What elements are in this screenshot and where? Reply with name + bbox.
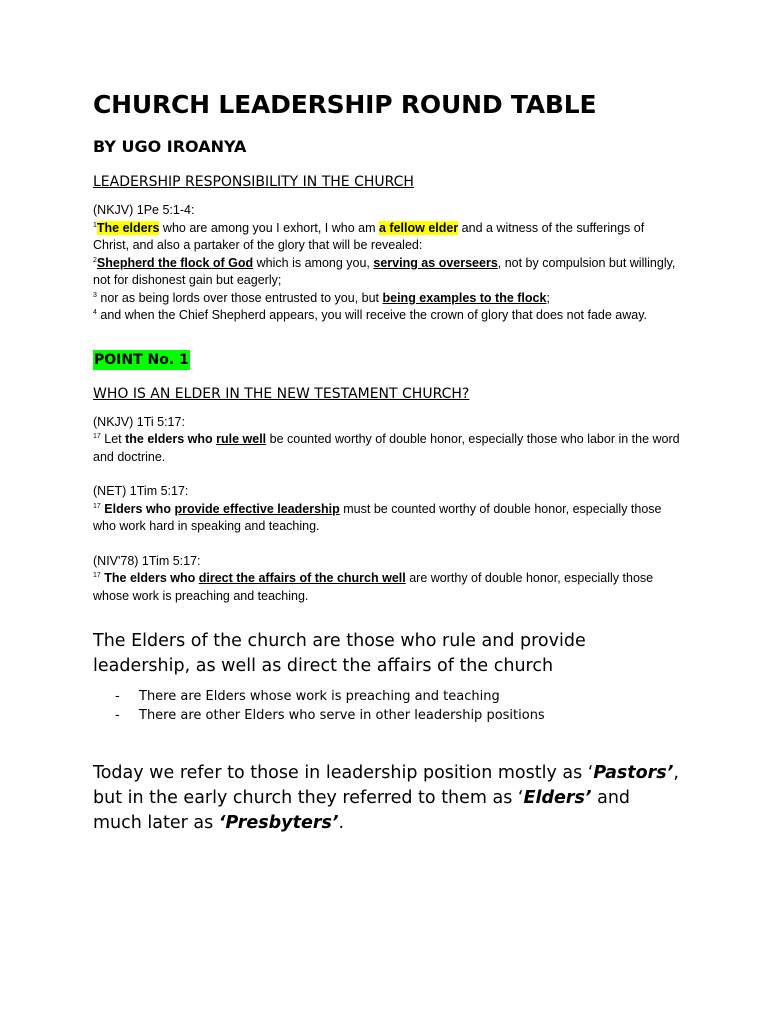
- emphasis-shepherd-flock: Shepherd the flock of God: [96, 255, 254, 270]
- section-heading-leadership: LEADERSHIP RESPONSIBILITY IN THE CHURCH: [93, 174, 414, 190]
- document-title: CHURCH LEADERSHIP ROUND TABLE: [93, 90, 597, 119]
- verse-text: which is among you,: [253, 255, 374, 270]
- highlight-the-elders: The elders: [96, 220, 160, 235]
- verse-1: [93, 220, 683, 255]
- highlight-fellow-elder: a fellow elder: [379, 220, 459, 235]
- verse-number: 17: [93, 432, 101, 440]
- verse-number: 1: [93, 221, 97, 229]
- emphasis-examples: being examples to the flock: [382, 290, 547, 305]
- emphasis-elders: the elders who: [125, 432, 217, 446]
- scripture-block-net: [93, 483, 683, 536]
- closing-paragraph: [93, 761, 683, 836]
- paragraph-text: and much later as: [93, 788, 631, 833]
- verse-number: 17: [93, 502, 101, 510]
- document-body: [93, 88, 683, 836]
- verse-text: , not by compulsion but willingly, not for dishonest gain but eagerly;: [93, 255, 676, 287]
- scripture-reference: (NKJV) 1Pe 5:1-4:: [93, 203, 195, 217]
- verse-text: and a witness of the sufferings of Christ, and also a partaker of the glory that will be revealed:: [93, 220, 645, 252]
- verse-text: Let: [100, 432, 126, 446]
- point-label: POINT No. 1: [94, 351, 189, 368]
- scripture-reference: (NIV'78) 1Tim 5:17:: [93, 553, 201, 568]
- verse-2: [93, 255, 683, 290]
- emphasis-direct-affairs: direct the affairs of the church well: [198, 571, 406, 585]
- scripture-block-1pe: [93, 202, 683, 325]
- verse-text: ;: [546, 290, 550, 305]
- scripture-block-nkjv: [93, 414, 683, 467]
- verse-17-niv: [93, 570, 683, 605]
- list-item: - There are other Elders who serve in other leadership positions: [93, 706, 683, 725]
- emphasis-elders: Elders who: [100, 501, 175, 516]
- paragraph-text: .: [338, 813, 345, 833]
- term-pastors: Pastors’: [593, 763, 674, 783]
- verse-text: nor as being lords over those entrusted to you, but: [96, 290, 383, 305]
- verse-3: [93, 290, 683, 308]
- list-item: - There are Elders whose work is preaching and teaching: [93, 687, 683, 706]
- paragraph-text: , but in the early church they referred to them as ‘: [93, 763, 679, 808]
- elders-statement: The Elders of the church are those who rule and provide leadership, as well as direct the affairs of the church: [93, 631, 586, 676]
- verse-4: [93, 307, 683, 325]
- term-presbyters: ‘Presbyters’: [218, 813, 339, 833]
- term-elders: Elders’: [523, 788, 592, 808]
- scripture-reference: (NET) 1Tim 5:17:: [93, 484, 189, 498]
- verse-text: are worthy of double honor, especially those whose work is preaching and teaching.: [93, 571, 654, 603]
- scripture-reference: (NKJV) 1Ti 5:17:: [93, 414, 185, 429]
- verse-number: 3: [93, 291, 97, 299]
- verse-17-nkjv: [93, 431, 683, 466]
- elders-list: [93, 687, 683, 725]
- verse-text: be counted worthy of double honor, especially those who labor in the word and doctrine.: [93, 432, 680, 464]
- verse-text: and when the Chief Shepherd appears, you will receive the crown of glory that does not fade away.: [96, 308, 648, 322]
- verse-number: 2: [93, 256, 97, 264]
- paragraph-text: Today we refer to those in leadership position mostly as ‘: [93, 763, 594, 783]
- verse-text: who are among you I exhort, I who am: [159, 220, 379, 235]
- verse-text: must be counted worthy of double honor, especially those who work hard in speaking and teaching.: [93, 501, 662, 533]
- emphasis-rule-well: rule well: [216, 432, 267, 446]
- verse-number: 17: [93, 571, 101, 579]
- emphasis-effective-leadership: provide effective leadership: [174, 501, 340, 516]
- emphasis-elders: The elders who: [100, 571, 199, 585]
- scripture-block-niv: [93, 553, 683, 606]
- verse-17-net: [93, 501, 683, 536]
- emphasis-overseers: serving as overseers: [373, 255, 498, 270]
- verse-number: 4: [93, 308, 97, 316]
- author-byline: BY UGO IROANYA: [93, 137, 247, 156]
- section-heading-elder: WHO IS AN ELDER IN THE NEW TESTAMENT CHURCH?: [93, 385, 470, 402]
